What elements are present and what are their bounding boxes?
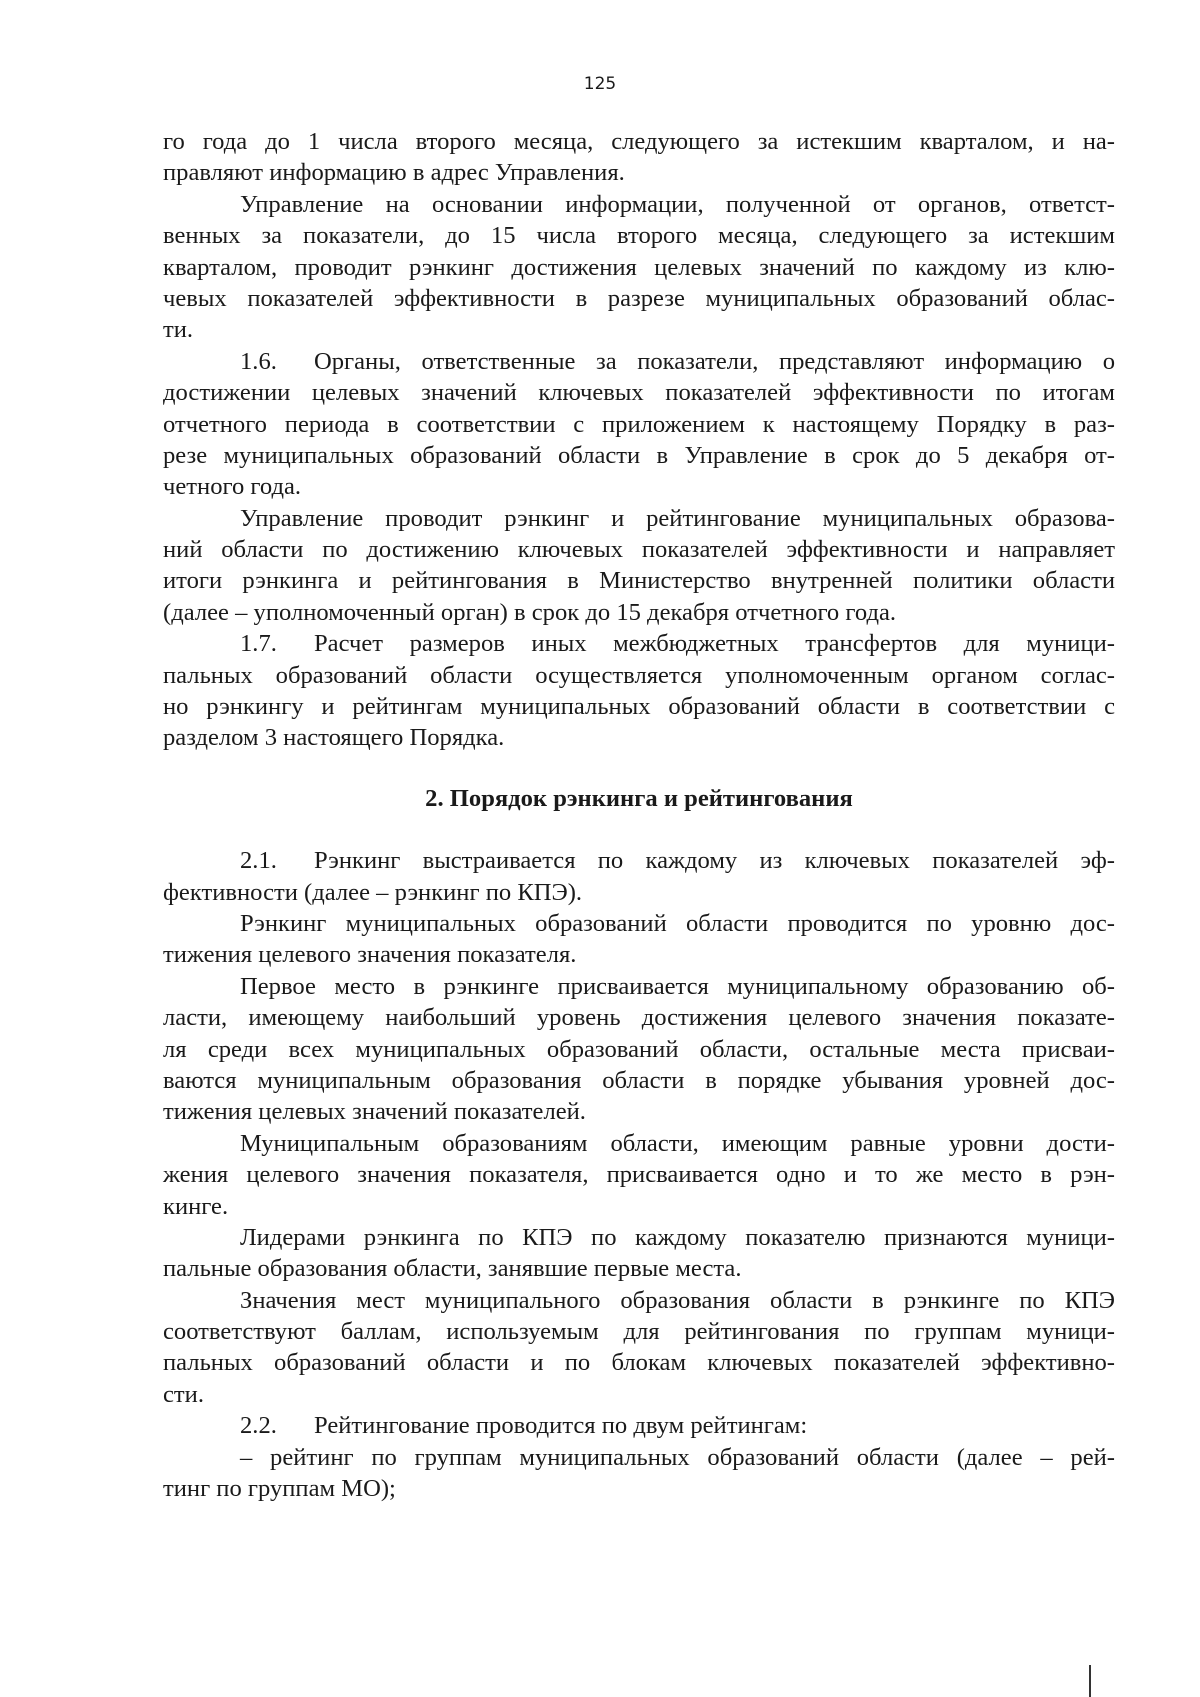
clause-text: Рэнкинг выстраивается по каждому из ключевых показателей эф- [314, 847, 1115, 875]
text-line: тинг по группам МО); [163, 1475, 396, 1503]
document-body [163, 126, 1115, 1504]
text-line: чевых показателей эффективности в разрезе муниципальных образований облас- [163, 284, 1115, 312]
paragraph-start: Первое место в рэнкинге присваивается муниципальному образованию об- [240, 972, 1115, 1000]
clause-text: Рейтингование проводится по двум рейтингам: [314, 1412, 808, 1440]
text-line: четного года. [163, 473, 302, 501]
clause-text: Органы, ответственные за показатели, представляют информацию о [314, 347, 1115, 375]
list-item: – рейтинг по группам муниципальных образований области (далее – рей- [240, 1443, 1115, 1471]
text-line: ти. [163, 316, 194, 344]
text-line: ваются муниципальным образования области в порядке убывания уровней дос- [163, 1066, 1115, 1094]
section-heading: 2. Порядок рэнкинга и рейтингования [425, 784, 853, 812]
text-line: (далее – уполномоченный орган) в срок до 15 декабря отчетного года. [163, 598, 897, 626]
text-line: пальные образования области, занявшие первые места. [163, 1255, 742, 1283]
text-line: кварталом, проводит рэнкинг достижения целевых значений по каждому из клю- [163, 253, 1115, 281]
paragraph-start: Управление на основании информации, полученной от органов, ответст- [240, 190, 1115, 218]
paragraph-start: Муниципальным образованиям области, имеющим равные уровни дости- [240, 1129, 1115, 1157]
text-line: го года до 1 числа второго месяца, следующего за истекшим кварталом, и на- [163, 128, 1115, 155]
text-line: ласти, имеющему наибольший уровень достижения целевого значения показате- [163, 1004, 1115, 1032]
text-line: кинге. [163, 1192, 229, 1220]
text-line: отчетного периода в соответствии с приложением к настоящему Порядку в раз- [163, 410, 1115, 438]
clause-number: 2.1. [240, 847, 277, 875]
numbered-paragraph-start [163, 346, 1115, 377]
text-line: жения целевого значения показателя, присваивается одно и то же место в рэн- [163, 1161, 1115, 1189]
text-line: фективности (далее – рэнкинг по КПЭ). [163, 878, 583, 906]
text-line: сти. [163, 1380, 204, 1408]
text-line: пальных образований области и по блокам ключевых показателей эффективно- [163, 1349, 1115, 1377]
clause-number: 2.2. [240, 1412, 277, 1440]
text-line: достижении целевых значений ключевых показателей эффективности по итогам [163, 379, 1115, 407]
clause-number: 1.7. [240, 630, 277, 658]
clause-text: Расчет размеров иных межбюджетных трансфертов для муници- [314, 630, 1115, 658]
numbered-paragraph-start [163, 845, 1115, 876]
paragraph-start: Лидерами рэнкинга по КПЭ по каждому показателю признаются муници- [240, 1223, 1115, 1251]
paragraph-start: Значения мест муниципального образования области в рэнкинге по КПЭ [240, 1286, 1115, 1314]
scan-edge-mark [1089, 1665, 1091, 1697]
text-line: ля среди всех муниципальных образований области, остальные места присваи- [163, 1035, 1115, 1063]
text-line: соответствуют баллам, используемым для рейтингования по группам муници- [163, 1318, 1115, 1346]
text-line: венных за показатели, до 15 числа второго месяца, следующего за истекшим [163, 222, 1115, 250]
text-line: тижения целевых значений показателей. [163, 1098, 586, 1126]
text-line: но рэнкингу и рейтингам муниципальных образований области в соответствии с [163, 693, 1115, 721]
paragraph-start: Рэнкинг муниципальных образований области проводится по уровню дос- [240, 909, 1115, 937]
numbered-paragraph-start [163, 1410, 1115, 1441]
text-line: разделом 3 настоящего Порядка. [163, 724, 505, 752]
clause-number: 1.6. [240, 347, 277, 375]
page-number: 125 [583, 74, 617, 94]
text-line: пальных образований области осуществляется уполномоченным органом соглас- [163, 661, 1115, 689]
text-line: резе муниципальных образований области в Управление в срок до 5 декабря от- [163, 441, 1115, 469]
text-line: правляют информацию в адрес Управления. [163, 159, 625, 187]
text-line: итоги рэнкинга и рейтингования в Министерство внутренней политики области [163, 567, 1115, 595]
paragraph-start: Управление проводит рэнкинг и рейтингование муниципальных образова- [240, 504, 1115, 532]
text-line: тижения целевого значения показателя. [163, 941, 577, 969]
text-line: ний области по достижению ключевых показателей эффективности и направляет [163, 536, 1115, 564]
numbered-paragraph-start [163, 628, 1115, 659]
